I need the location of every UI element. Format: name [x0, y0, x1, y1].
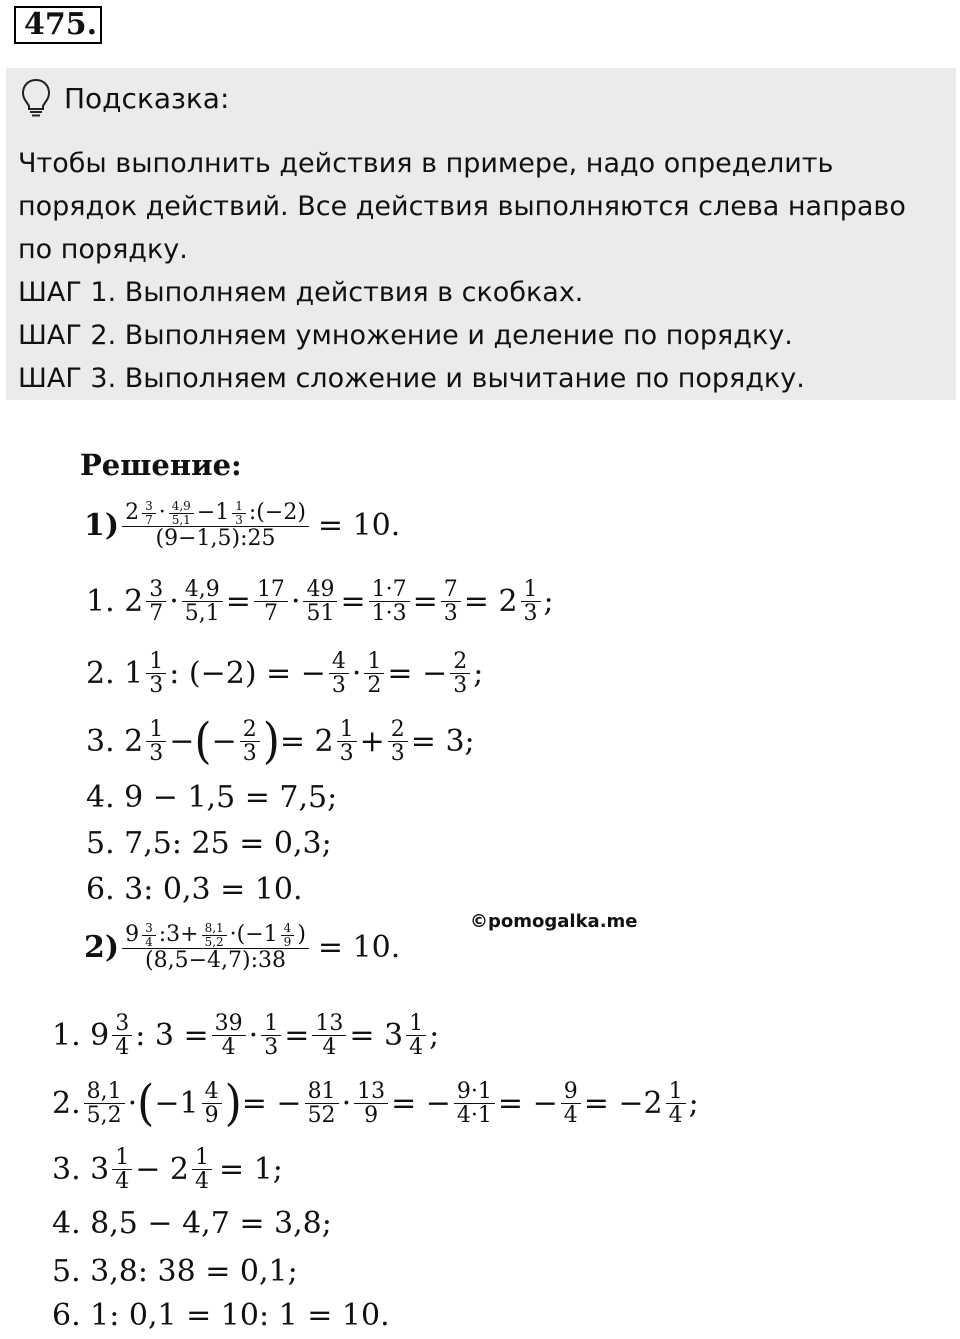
part2-result: = 10.: [317, 929, 401, 965]
hint-title: Подсказка:: [64, 81, 230, 115]
part1-result: = 10.: [317, 507, 401, 543]
part1-step-2: 2. 1 $\frac{1}{3}$ : (−2) = − $\frac{4}{3}$ · $\frac{1}{2}$ = − $\frac{2}{3}$ ;: [86, 649, 484, 699]
part1-expression: [84, 500, 400, 550]
step-label: ШАГ 2.: [18, 320, 117, 351]
hint-step-3: [18, 357, 948, 400]
part1-step-6: 6. 3: 0,3 = 10.: [86, 872, 303, 907]
part2-step-1: 1. 9 $\frac{3}{4}$ : 3 = $\frac{39}{4}$ · $\frac{1}{3}$ = $\frac{13}{4}$ = 3 $\frac{1}{4}$ ;: [52, 1011, 440, 1061]
part2-step-5: 5. 3,8: 38 = 0,1;: [52, 1254, 298, 1289]
hint-line: по порядку.: [18, 234, 188, 265]
part1-step-5: 5. 7,5: 25 = 0,3;: [86, 826, 332, 861]
part2-step-6: 6. 1: 0,1 = 10: 1 = 10.: [52, 1298, 390, 1333]
hint-panel: [6, 68, 956, 400]
part2-fraction: 9 $\frac{3}{4}$ :3+ $\frac{8,1}{5,2}$ ·(−1 $\frac{4}{9}$ ) (8,5−4,7):38: [122, 922, 309, 972]
part1-label: 1): [84, 507, 120, 543]
hint-step-2: [18, 314, 948, 357]
hint-text: [18, 142, 948, 400]
watermark: ©pomogalka.me: [470, 911, 638, 932]
step-text: Выполняем действия в скобках.: [116, 277, 584, 308]
step-label: ШАГ 3.: [18, 363, 117, 394]
part1-step-4: 4. 9 − 1,5 = 7,5;: [86, 780, 338, 815]
hint-line: Чтобы выполнить действия в примере, надо определить: [18, 148, 834, 179]
part2-step-3: 3. 3 $\frac{1}{4}$ − 2 $\frac{1}{4}$ = 1;: [52, 1145, 283, 1195]
solution-title: Решение:: [80, 448, 242, 482]
task-number: 475.: [14, 6, 102, 44]
part2-step-4: 4. 8,5 − 4,7 = 3,8;: [52, 1206, 332, 1241]
part2-step-2: 2. $\frac{8,1}{5,2}$ · ( −1 $\frac{4}{9}$ ) = − $\frac{81}{52}$ · $\frac{13}{9}$ = − $\frac{9\cdot 1}{4\cdot 1}$ = − $\frac{9}{4}$ = −2 $\frac{1}{4}$ ;: [52, 1074, 699, 1132]
lightbulb-icon: [20, 78, 52, 118]
hint-line: порядок действий. Все действия выполняются слева направо: [18, 191, 906, 222]
hint-header: [20, 78, 229, 118]
step-text: Выполняем сложение и вычитание по порядку.: [116, 363, 805, 394]
part2-label: 2): [84, 929, 120, 965]
part1-step-1: 1. 2 $\frac{3}{7}$ · $\frac{4,9}{5,1}$ = $\frac{17}{7}$ · $\frac{49}{51}$ = $\frac{1\cdot 7}{1\cdot 3}$ = $\frac{7}{3}$ = 2 $\frac{1}{3}$ ;: [86, 577, 554, 627]
hint-step-1: [18, 271, 948, 314]
part1-fraction: 2 $\frac{3}{7}$ · $\frac{4,9}{5,1}$ −1 $\frac{1}{3}$ :(−2) (9−1,5):25: [122, 500, 309, 550]
part2-expression: [84, 922, 400, 972]
step-label: ШАГ 1.: [18, 277, 117, 308]
part1-step-3: 3. 2 $\frac{1}{3}$ − ( − $\frac{2}{3}$ ) = 2 $\frac{1}{3}$ + $\frac{2}{3}$ = 3;: [86, 712, 475, 770]
step-text: Выполняем умножение и деление по порядку.: [116, 320, 793, 351]
